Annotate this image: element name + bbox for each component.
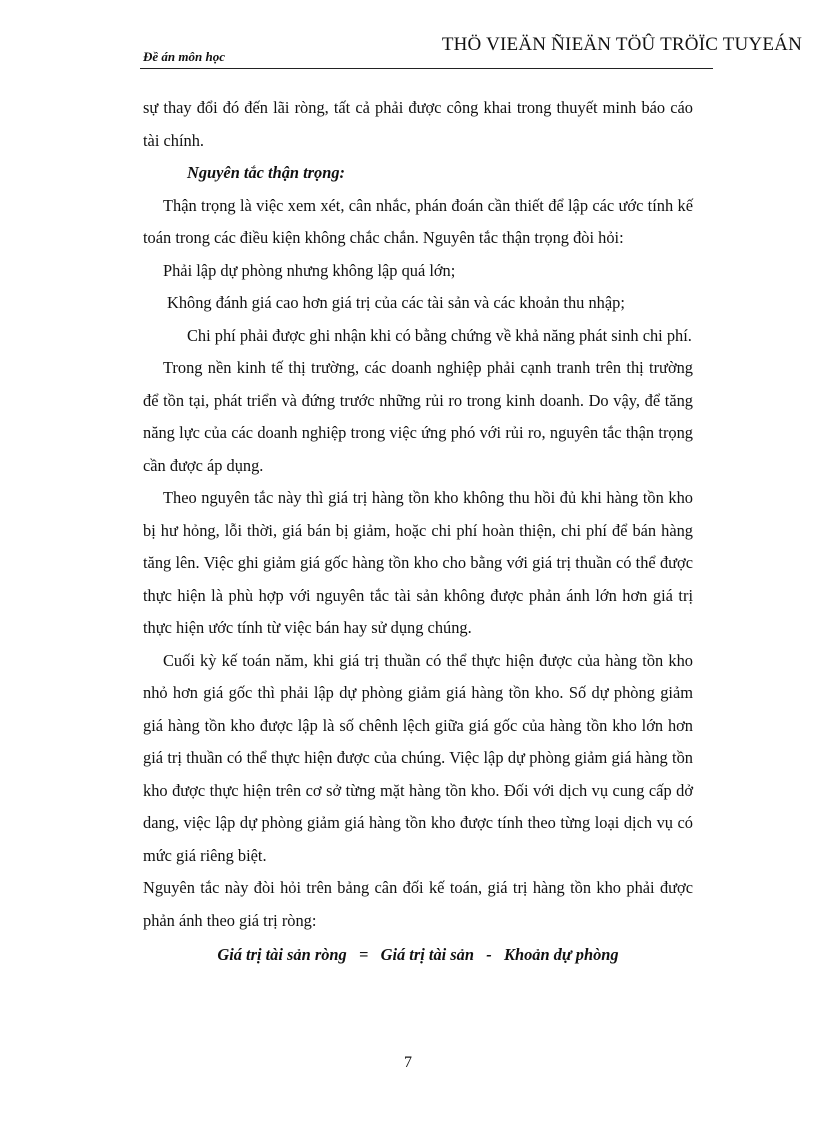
- paragraph-inventory-writedown: Theo nguyên tắc này thì giá trị hàng tồn kho không thu hồi đủ khi hàng tồn kho bị hư hỏng, lỗi thời, giá bán bị giảm, hoặc chi phí hoàn thiện, chi phí để bán hàng tăng lên. Việc ghi giảm giá gốc hàng tồn kho cho bằng với giá trị thuần có thể được thực hiện là phù hợp với nguyên tắc tài sản không được phản ánh lớn hơn giá trị thực hiện ước tính từ việc bán hay sử dụng chúng.: [143, 488, 693, 637]
- paragraph-balance-sheet: Nguyên tắc này đòi hỏi trên bảng cân đối kế toán, giá trị hàng tồn kho phải được phản ánh theo giá trị ròng:: [143, 878, 693, 930]
- paragraph-market-context: Trong nền kinh tế thị trường, các doanh nghiệp phải cạnh tranh trên thị trường để tồn tại, phát triển và đứng trước những rủi ro trong kinh doanh. Do vậy, để tăng năng lực của các doanh nghiệp trong việc ứng phó với rủi ro, nguyên tắc thận trọng cần được áp dụng.: [143, 358, 693, 475]
- page-number: 7: [404, 1054, 412, 1071]
- header-divider: [140, 68, 713, 69]
- document-body: [143, 92, 693, 972]
- header-library-title: THÖ VIEÄN ÑIEÄN TÖÛ TRÖÏC TUYEÁN: [441, 34, 802, 55]
- paragraph-definition: Thận trọng là việc xem xét, cân nhắc, phán đoán cần thiết để lập các ước tính kế toán trong các điều kiện không chắc chắn. Nguyên tắc thận trọng đòi hỏi:: [143, 195, 693, 247]
- header-course-label: Đề án môn học: [143, 49, 225, 64]
- section-heading: Nguyên tắc thận trọng:: [187, 163, 346, 182]
- list-item-expense: Chi phí phải được ghi nhận khi có bằng chứng về khả năng phát sinh chi phí.: [187, 325, 692, 345]
- paragraph-continuation: sự thay đổi đó đến lãi ròng, tất cả phải được công khai trong thuyết minh báo cáo tài chính.: [143, 98, 693, 150]
- list-item-provision: Phải lập dự phòng nhưng không lập quá lớn;: [163, 260, 456, 280]
- list-item-valuation: Không đánh giá cao hơn giá trị của các tài sản và các khoản thu nhập;: [167, 293, 625, 312]
- paragraph-year-end-provision: Cuối kỳ kế toán năm, khi giá trị thuần có thể thực hiện được của hàng tồn kho nhỏ hơn giá gốc thì phải lập dự phòng giảm giá hàng tồn kho. Số dự phòng giảm giá hàng tồn kho được lập là số chênh lệch giữa giá gốc của hàng tồn kho lớn hơn giá trị thuần có thể thực hiện được của chúng. Việc lập dự phòng giảm giá hàng tồn kho được thực hiện trên cơ sở từng mặt hàng tồn kho. Đối với dịch vụ cung cấp dở dang, việc lập dự phòng giảm giá hàng tồn kho được tính theo từng loại dịch vụ có mức giá riêng biệt.: [143, 650, 693, 865]
- net-asset-formula: Giá trị tài sản ròng = Giá trị tài sản - Khoản dự phòng: [217, 945, 619, 964]
